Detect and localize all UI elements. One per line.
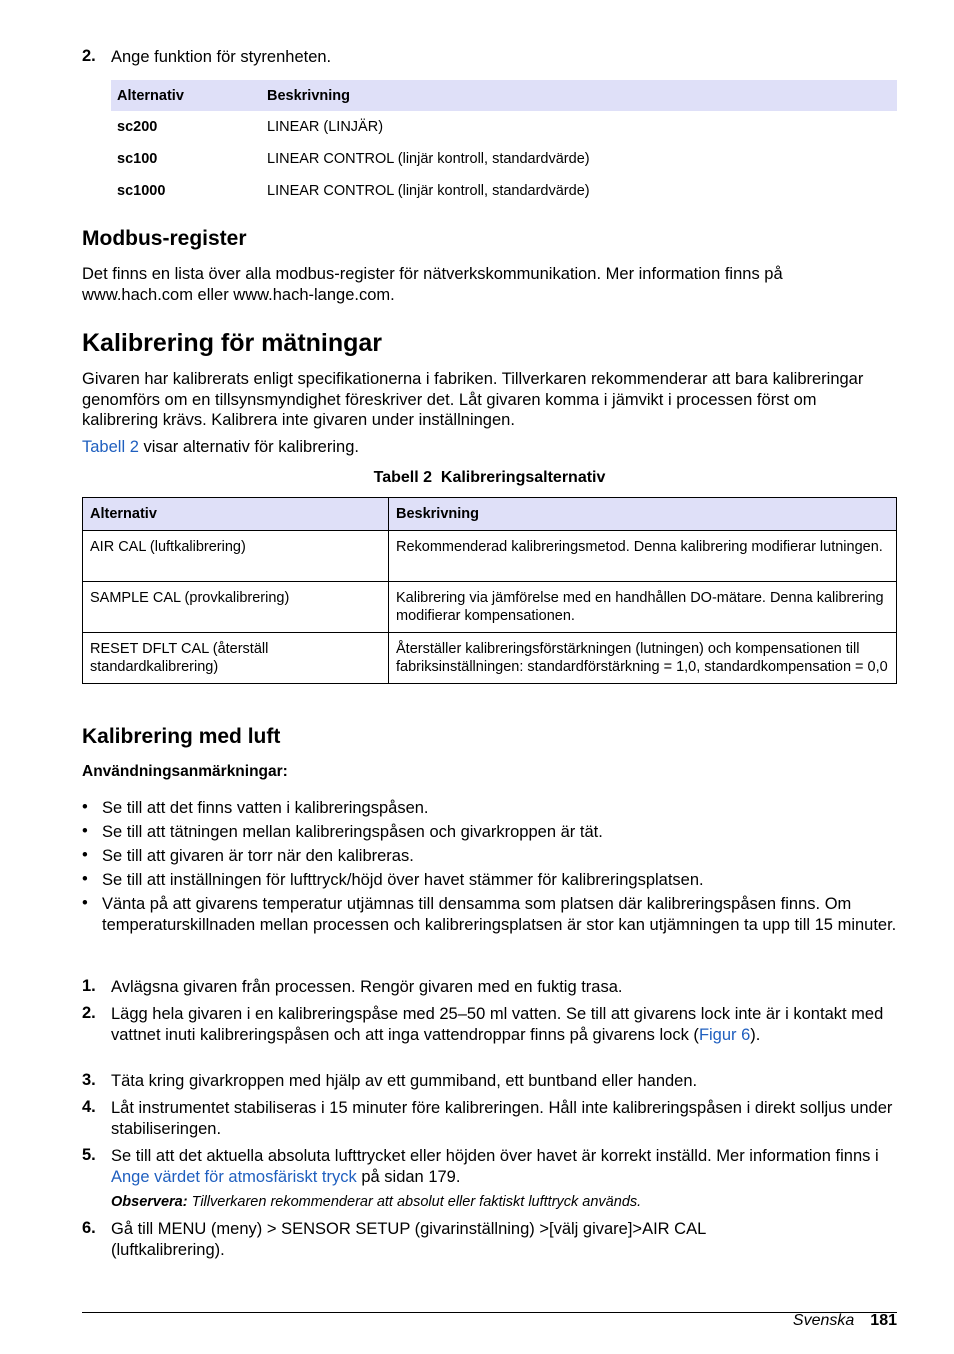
atmospheric-pressure-link[interactable]: Ange värdet för atmosfäriskt tryck	[111, 1167, 357, 1186]
table-header-cell: Beskrivning	[261, 80, 897, 111]
list-item: Vänta på att givarens temperatur utjämnas till densamma som platsen där kalibreringspåsen finns. Om temperaturskillnaden mellan processen och kalibreringsplatsen är stor kan utjämningen ta upp till 15 minuter.	[102, 895, 897, 934]
table-reference-text: visar alternativ för kalibrering.	[138, 438, 359, 456]
step-number: 1.	[82, 977, 96, 995]
air-cal-heading: Kalibrering med luft	[82, 725, 281, 748]
calibration-paragraph: Givaren har kalibrerats enligt specifikationerna i fabriken. Tillverkaren rekommenderar att bara kalibreringar genomförs om en tillsynsmyndighet föreskriver det. Låt givaren komma i jämvikt i processen först om kalibrering krävs. Kalibrera inte givaren under inställningen.	[82, 370, 864, 429]
table-row	[111, 175, 897, 207]
step-text: Låt instrumentet stabiliseras i 15 minuter före kalibreringen. Håll inte kalibreringspåsen i direkt solljus under stabiliseringen.	[111, 1099, 893, 1138]
note-text: Tillverkaren rekommenderar att absolut eller faktiskt lufttryck används.	[187, 1194, 642, 1210]
footer-divider	[82, 1312, 897, 1313]
step-text-part: Se till att det aktuella absoluta lufttrycket eller höjden över havet är korrekt inställd. Mer information finns i	[111, 1147, 879, 1165]
controller-option-table	[111, 80, 897, 207]
table-row	[83, 582, 897, 633]
bullet-icon: •	[82, 798, 88, 816]
bullet-icon: •	[82, 846, 88, 864]
step-text	[111, 1146, 898, 1187]
list-item: Se till att givaren är torr när den kalibreras.	[102, 847, 414, 865]
option-value: LINEAR CONTROL (linjär kontroll, standardvärde)	[267, 151, 590, 167]
usage-notes-label: Användningsanmärkningar:	[82, 763, 288, 780]
table-row	[83, 633, 897, 684]
list-item: Se till att inställningen för lufttryck/höjd över havet stämmer för kalibreringsplatsen.	[102, 871, 704, 889]
table-caption: Tabell 2 Kalibreringsalternativ	[373, 469, 606, 486]
footer-language: Svenska	[792, 1312, 855, 1329]
note-label: Observera:	[111, 1194, 188, 1210]
modbus-heading: Modbus-register	[82, 227, 247, 250]
bullet-icon: •	[82, 822, 88, 840]
step-text: Täta kring givarkroppen med hjälp av ett gummiband, ett buntband eller handen.	[111, 1072, 698, 1090]
bullet-icon: •	[82, 894, 88, 912]
table-header-cell: Alternativ	[83, 498, 389, 531]
step-text	[111, 1004, 898, 1045]
calibration-option: AIR CAL (luftkalibrering)	[83, 531, 389, 582]
table-row	[111, 111, 897, 143]
option-value: LINEAR CONTROL (linjär kontroll, standardvärde)	[267, 183, 590, 199]
calibration-option: SAMPLE CAL (provkalibrering)	[83, 582, 389, 633]
list-item: Se till att tätningen mellan kalibreringspåsen och givarkroppen är tät.	[102, 823, 603, 841]
option-key: sc100	[117, 151, 158, 167]
calibration-description: Rekommenderad kalibreringsmetod. Denna kalibrering modifierar lutningen.	[389, 531, 897, 582]
footer	[793, 1312, 897, 1330]
figure-6-link[interactable]: Figur 6	[698, 1025, 751, 1044]
table-header-cell: Beskrivning	[389, 498, 897, 531]
list-item: Se till att det finns vatten i kalibreringspåsen.	[102, 799, 429, 817]
step-number: 5.	[82, 1146, 96, 1164]
step-number: 6.	[82, 1219, 96, 1237]
calibration-option: RESET DFLT CAL (återställ standardkalibrering)	[83, 633, 389, 684]
step-text: Ange funktion för styrenheten.	[111, 48, 332, 66]
step-text-part: Lägg hela givaren i en kalibreringspåse med 25–50 ml vatten. Se till att givarens lock inte är i kontakt med vattnet inuti kalibreringspåsen och att inga vattendroppar finns på givarens lock (	[111, 1005, 884, 1044]
table-reference	[82, 437, 359, 458]
calibration-description: Återställer kalibreringsförstärkningen (lutningen) och kompensationen till fabriksinställningen: standardförstärkning = 1,0, standardkompensation = 0,0	[389, 633, 897, 684]
table-2-link[interactable]: Tabell 2	[82, 438, 139, 456]
option-key: sc200	[117, 119, 158, 135]
calibration-description: Kalibrering via jämförelse med en handhållen DO-mätare. Denna kalibrering modifierar kompensationen.	[389, 582, 897, 633]
step-number: 2.	[82, 1004, 96, 1022]
calibration-heading: Kalibrering för mätningar	[82, 329, 383, 357]
option-value: LINEAR (LINJÄR)	[267, 119, 384, 135]
step-number: 3.	[82, 1071, 96, 1089]
modbus-paragraph: Det finns en lista över alla modbus-register för nätverkskommunikation. Mer information finns på www.hach.com eller www.hach-lange.com.	[82, 265, 783, 304]
calibration-options-table	[82, 497, 897, 684]
table-row	[111, 143, 897, 175]
table-row	[83, 531, 897, 582]
page-number: 181	[870, 1312, 897, 1329]
bullet-icon: •	[82, 870, 88, 888]
step-text: Gå till MENU (meny) > SENSOR SETUP (givarinställning) >[välj givare]>AIR CAL (luftkalibrering).	[111, 1220, 706, 1259]
step-note	[111, 1194, 641, 1210]
table-header-row	[111, 80, 897, 111]
option-key: sc1000	[117, 183, 166, 199]
step-text-part: på sidan 179.	[356, 1167, 461, 1186]
table-header-row	[83, 498, 897, 531]
step-number: 2.	[82, 47, 96, 65]
step-number: 4.	[82, 1098, 96, 1116]
table-header-cell: Alternativ	[111, 80, 261, 111]
step-text: Avlägsna givaren från processen. Rengör givaren med en fuktig trasa.	[111, 978, 623, 996]
step-text-part: ).	[750, 1025, 761, 1044]
